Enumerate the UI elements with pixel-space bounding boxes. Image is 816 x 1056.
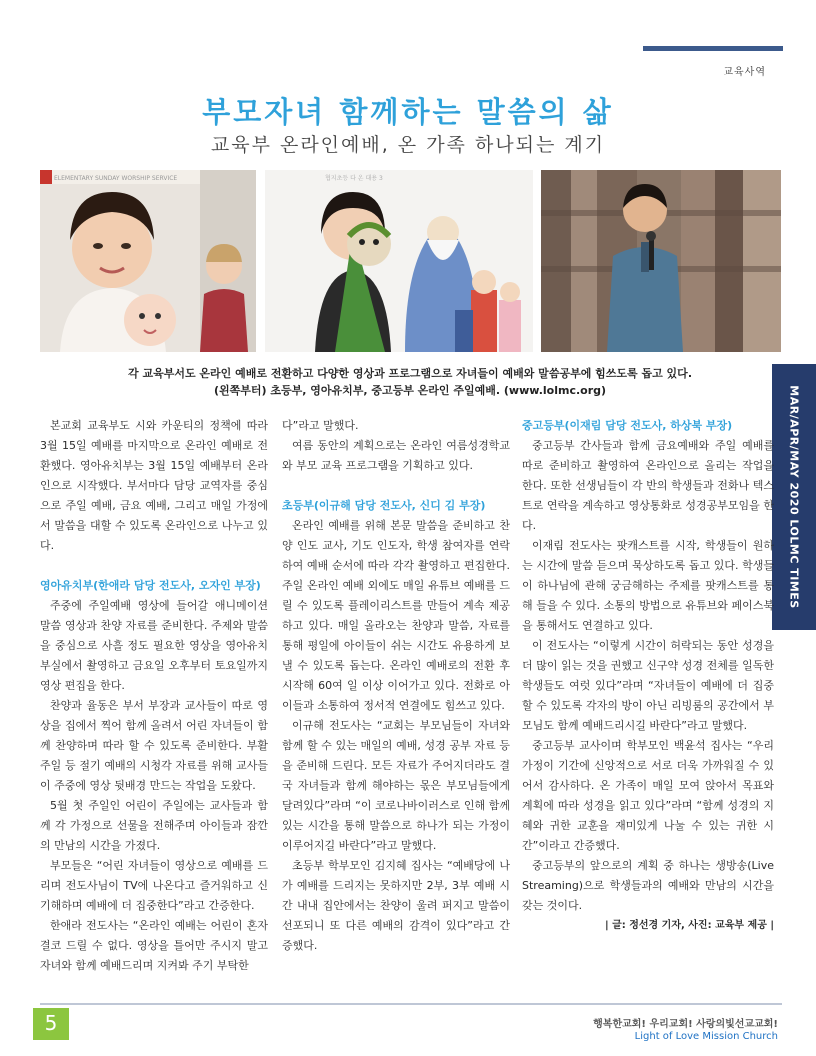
article-credit: | 글: 정선경 기자, 사진: 교육부 제공 |	[604, 920, 774, 931]
photo1-banner: ELEMENTARY SUNDAY WORSHIP SERVICE	[54, 175, 178, 182]
footer-slogan-korean: 행복한교회! 우리교회! 사랑의빛선교교회!	[593, 1019, 778, 1030]
paragraph: 다”라고 말했다.	[282, 419, 359, 432]
footer-church-name: Light of Love Mission Church	[634, 1031, 778, 1042]
page-title: 부모자녀 함께하는 말씀의 삶	[202, 95, 614, 129]
photo-preschool-worship	[265, 170, 533, 352]
photo-youth-worship	[541, 170, 781, 352]
page-subtitle: 교육부 온라인예배, 온 가족 하나되는 계기	[210, 134, 606, 156]
footer-rule	[40, 1003, 782, 1005]
section-heading-youth: 중고등부(이재림 담당 전도사, 하상북 부장)	[522, 419, 733, 432]
paragraph: 주중에 주일예배 영상에 들어갈 애니메이션 말씀 영상과 찬양 자료를 준비한다. 주제와 말씀을 중심으로 사흘 정도 필요한 영상을 영아유치부실에서 촬영하고 금요일 오후부터 토요일까지 영상 편집을 한다.	[40, 599, 268, 692]
paragraph: 중고등부 간사들과 함께 금요예배와 주일 예배를 따로 준비하고 촬영하여 온라인으로 올리는 작업을 한다. 또한 선생님들이 각 반의 학생들과 전화나 텍스트로 연락을 계속하고 영상통화로 성경공부모임을 한다.	[522, 439, 774, 532]
article-column-3	[522, 416, 774, 936]
section-label: 교육사역	[723, 67, 766, 78]
paragraph: 온라인 예배를 위해 본문 말씀을 준비하고 찬양 인도 교사, 기도 인도자, 학생 참여자를 연락하여 예배 순서에 따라 각각 촬영하고 편집한다. 주일 온라인 예배 외에도 매일 유튜브 예배를 드릴 수 있도록 플레이리스트를 만들어 계속 제공하고 있다. 매일 올라오는 찬양과 말씀, 자료를 통해 평일에 아이들이 쉬는 시간도 유용하게 보낼 수 있도록 돕는다. 온라인 예배로의 전환 후 시작해 60여 일 이상 이어가고 있다. 전화로 아이들과 소통하여 정서적 연결에도 힘쓰고 있다.	[282, 519, 510, 712]
photo2-banner: 협지초등 다 온 대용 3	[325, 175, 383, 182]
caption-line-2: (왼쪽부터) 초등부, 영아유치부, 중고등부 온라인 주일예배. (www.lolmc.org)	[213, 384, 607, 397]
paragraph: 찬양과 율동은 부서 부장과 교사들이 따로 영상을 집에서 찍어 함께 올려서 어린 자녀들이 함께 찬양하며 따라 할 수 있도록 준비한다. 부활주일 등 절기 예배의 시청각 자료를 위해 교사들이 주중에 영상 뒷배경 만드는 작업을 도왔다.	[40, 699, 268, 792]
photo-elementary-worship	[40, 170, 256, 352]
section-heading-preschool: 영아유치부(한애라 담당 전도사, 오자인 부장)	[40, 579, 261, 592]
paragraph: 중고등부의 앞으로의 계획 중 하나는 생방송(Live Streaming)으로 학생들과의 예배와 만남의 시간을 갖는 것이다.	[522, 859, 774, 912]
paragraph: 5월 첫 주일인 어린이 주일에는 교사들과 함께 각 가정으로 선물을 전해주며 아이들과 잠깐의 만남의 시간을 가졌다.	[40, 799, 268, 852]
page-number: 5	[44, 1011, 58, 1035]
issue-side-tab	[772, 364, 816, 630]
article-column-2	[282, 416, 510, 956]
paragraph: 본교회 교육부도 시와 카운티의 정책에 따라 3월 15일 예배를 마지막으로 온라인 예배로 전환했다. 영아유치부는 3월 15일 예배부터 온라인으로 시작했다. 부서마다 담당 교역자를 중심으로 주일 예배, 금요 예배, 그리고 매일 가정에서 말씀을 대할 수 있도록 온라인으로 나누고 있다.	[40, 419, 268, 552]
paragraph: 중고등부 교사이며 학부모인 백윤석 집사는 “우리 가정이 기간에 신앙적으로 서로 더욱 가까워질 수 있어서 감사하다. 온 가족이 매일 모여 앉아서 목표와 계획에 따라 성경을 읽고 있다”라며 “함께 성경의 지혜와 귀한 교훈을 재미있게 나눌 수 있는 귀한 시간”이라고 간증했다.	[522, 739, 774, 852]
article-column-1	[40, 416, 268, 976]
paragraph: 부모들은 “어린 자녀들이 영상으로 예배를 드리며 전도사님이 TV에 나온다고 즐거워하고 신기해하며 예배에 더 집중한다”라고 간증한다.	[40, 859, 268, 912]
paragraph: 이규해 전도사는 “교회는 부모님들이 자녀와 함께 할 수 있는 매일의 예배, 성경 공부 자료 등을 준비해 드린다. 모든 자료가 주어지더라도 결국 자녀들과 함께 해야하는 몫은 부모님들에게 달려있다”라며 “이 코로나바이러스로 인해 함께 있는 시간을 통해 말씀으로 하나가 되는 가정이 이루어지길 바란다”라고 말했다.	[282, 719, 510, 852]
top-accent-rule	[643, 46, 783, 51]
paragraph: 초등부 학부모인 김지혜 집사는 “예배당에 나가 예배를 드리지는 못하지만 2부, 3부 예배 시간 내내 집안에서는 찬양이 울려 퍼지고 말씀이 선포되니 또 다른 예배의 감격이 있다”라고 간증했다.	[282, 859, 510, 952]
paragraph: 한애라 전도사는 “온라인 예배는 어린이 혼자 결코 드릴 수 없다. 영상을 틀어만 주시지 말고 자녀와 함께 예배드리며 지켜봐 주기 부탁한	[40, 919, 268, 972]
page-number-box	[33, 1008, 69, 1040]
paragraph: 이재림 전도사는 팟캐스트를 시작, 학생들이 원하는 시간에 말씀 듣으며 묵상하도록 돕고 있다. 학생들이 하나님에 관해 궁금해하는 주제를 팟캐스트를 통해 들을 수 있다. 소통의 방법으로 유튜브와 페이스북을 통해서도 연결하고 있다.	[522, 539, 774, 632]
paragraph: 이 전도사는 “이렇게 시간이 허락되는 동안 성경을 더 많이 읽는 것을 권했고 신구약 성경 전체를 일독한 학생들도 여럿 있다”라며 “자녀들이 예배에 더 집중할 수 있도록 각자의 방이 아닌 리빙룸의 공간에서 부모님도 함께 예배드리시길 바란다”라고 말했다.	[522, 639, 774, 732]
caption-line-1: 각 교육부서도 온라인 예배로 전환하고 다양한 영상과 프로그램으로 자녀들이 예배와 말씀공부에 힘쓰도록 돕고 있다.	[127, 367, 692, 380]
issue-side-tab-text: MAR/APR/MAY 2020 LOLMC TIMES	[787, 385, 801, 609]
section-heading-elementary: 초등부(이규해 담당 전도사, 신디 김 부장)	[282, 499, 486, 512]
photo-caption	[40, 365, 780, 399]
paragraph: 여름 동안의 계획으로는 온라인 여름성경학교와 부모 교육 프로그램을 기획하고 있다.	[282, 439, 510, 472]
